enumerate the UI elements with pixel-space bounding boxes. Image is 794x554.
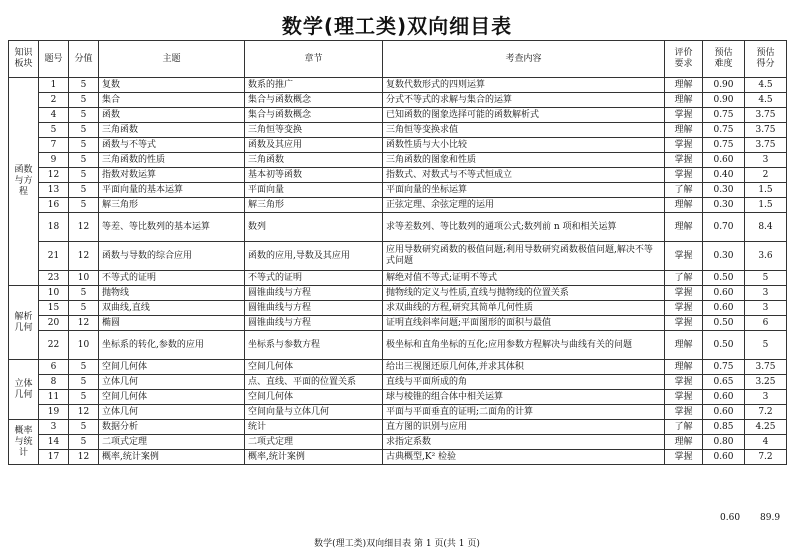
requirement: 掌握	[665, 450, 703, 465]
chapter: 空间几何体	[245, 390, 383, 405]
chapter: 集合与函数概念	[245, 108, 383, 123]
expected-score: 3	[745, 153, 787, 168]
requirement: 掌握	[665, 390, 703, 405]
expected-score: 3	[745, 390, 787, 405]
table-row	[9, 331, 787, 360]
question-number: 9	[39, 153, 69, 168]
table-row	[9, 420, 787, 435]
expected-score: 3.25	[745, 375, 787, 390]
chapter: 函数的应用,导数及其应用	[245, 242, 383, 271]
question-score: 5	[69, 93, 99, 108]
chapter: 坐标系与参数方程	[245, 331, 383, 360]
chapter: 基本初等函数	[245, 168, 383, 183]
table-row	[9, 271, 787, 286]
chapter: 集合与函数概念	[245, 93, 383, 108]
question-score: 5	[69, 153, 99, 168]
spec-table	[8, 40, 787, 465]
question-score: 5	[69, 108, 99, 123]
question-score: 5	[69, 78, 99, 93]
question-score: 5	[69, 183, 99, 198]
difficulty: 0.60	[703, 405, 745, 420]
chapter: 二项式定理	[245, 435, 383, 450]
section-name: 概率 与统 计	[9, 420, 39, 465]
chapter: 数列	[245, 213, 383, 242]
expected-score: 7.2	[745, 405, 787, 420]
page-title: 数学(理工类)双向细目表	[281, 14, 513, 38]
table-row	[9, 213, 787, 242]
table-row	[9, 138, 787, 153]
requirement: 掌握	[665, 138, 703, 153]
difficulty: 0.50	[703, 331, 745, 360]
question-score: 12	[69, 316, 99, 331]
question-score: 5	[69, 420, 99, 435]
content: 应用导数研究函数的极值问题;利用导数研究函数极值问题,解决不等式问题	[383, 242, 665, 271]
requirement: 掌握	[665, 108, 703, 123]
expected-score: 8.4	[745, 213, 787, 242]
topic: 数据分析	[99, 420, 245, 435]
difficulty: 0.50	[703, 271, 745, 286]
question-number: 1	[39, 78, 69, 93]
question-number: 18	[39, 213, 69, 242]
table-row	[9, 286, 787, 301]
content: 分式不等式的求解与集合的运算	[383, 93, 665, 108]
chapter: 圆锥曲线与方程	[245, 316, 383, 331]
requirement: 了解	[665, 420, 703, 435]
content: 三角函数的图象和性质	[383, 153, 665, 168]
header-score: 分值	[69, 41, 99, 78]
table-row	[9, 435, 787, 450]
topic: 立体几何	[99, 375, 245, 390]
content: 给出三视图还原几何体,并求其体积	[383, 360, 665, 375]
topic: 解三角形	[99, 198, 245, 213]
table-row	[9, 316, 787, 331]
difficulty: 0.30	[703, 198, 745, 213]
requirement: 理解	[665, 78, 703, 93]
chapter: 空间几何体	[245, 360, 383, 375]
difficulty: 0.60	[703, 301, 745, 316]
topic: 二项式定理	[99, 435, 245, 450]
question-score: 5	[69, 435, 99, 450]
table-row	[9, 360, 787, 375]
question-score: 12	[69, 213, 99, 242]
question-number: 10	[39, 286, 69, 301]
difficulty: 0.60	[703, 153, 745, 168]
expected-score: 3.75	[745, 123, 787, 138]
table-row	[9, 153, 787, 168]
requirement: 理解	[665, 123, 703, 138]
content: 解绝对值不等式;证明不等式	[383, 271, 665, 286]
content: 已知函数的图象选择可能的函数解析式	[383, 108, 665, 123]
content: 求指定系数	[383, 435, 665, 450]
requirement: 掌握	[665, 153, 703, 168]
question-number: 3	[39, 420, 69, 435]
content: 极坐标和直角坐标的互化;应用参数方程解决与曲线有关的问题	[383, 331, 665, 360]
chapter: 三角恒等变换	[245, 123, 383, 138]
requirement: 理解	[665, 198, 703, 213]
question-number: 6	[39, 360, 69, 375]
question-number: 17	[39, 450, 69, 465]
header-topic: 主题	[99, 41, 245, 78]
expected-score: 4.25	[745, 420, 787, 435]
expected-score: 3.75	[745, 360, 787, 375]
question-number: 4	[39, 108, 69, 123]
question-score: 5	[69, 168, 99, 183]
question-number: 14	[39, 435, 69, 450]
topic: 抛物线	[99, 286, 245, 301]
topic: 空间几何体	[99, 390, 245, 405]
question-number: 20	[39, 316, 69, 331]
expected-score: 1.5	[745, 183, 787, 198]
content: 直方图的识别与应用	[383, 420, 665, 435]
requirement: 掌握	[665, 301, 703, 316]
requirement: 掌握	[665, 405, 703, 420]
expected-score: 4.5	[745, 93, 787, 108]
question-score: 5	[69, 198, 99, 213]
chapter: 点、直线、平面的位置关系	[245, 375, 383, 390]
difficulty: 0.75	[703, 123, 745, 138]
expected-score: 5	[745, 331, 787, 360]
question-number: 11	[39, 390, 69, 405]
table-row	[9, 390, 787, 405]
content: 函数性质与大小比较	[383, 138, 665, 153]
expected-score: 3.75	[745, 108, 787, 123]
question-score: 5	[69, 123, 99, 138]
total-difficulty: 0.60	[720, 513, 741, 523]
difficulty: 0.60	[703, 286, 745, 301]
question-number: 19	[39, 405, 69, 420]
requirement: 掌握	[665, 316, 703, 331]
chapter: 解三角形	[245, 198, 383, 213]
topic: 三角函数的性质	[99, 153, 245, 168]
topic: 集合	[99, 93, 245, 108]
table-row	[9, 183, 787, 198]
difficulty: 0.80	[703, 435, 745, 450]
header-chapter: 章节	[245, 41, 383, 78]
requirement: 理解	[665, 435, 703, 450]
chapter: 函数及其应用	[245, 138, 383, 153]
content: 抛物线的定义与性质,直线与抛物线的位置关系	[383, 286, 665, 301]
table-row	[9, 108, 787, 123]
table-row	[9, 198, 787, 213]
requirement: 了解	[665, 183, 703, 198]
question-score: 5	[69, 390, 99, 405]
content: 三角恒等变换求值	[383, 123, 665, 138]
chapter: 概率,统计案例	[245, 450, 383, 465]
chapter: 统计	[245, 420, 383, 435]
topic: 坐标系的转化,参数的应用	[99, 331, 245, 360]
question-number: 23	[39, 271, 69, 286]
content: 平面向量的坐标运算	[383, 183, 665, 198]
content: 指数式、对数式与不等式恒成立	[383, 168, 665, 183]
question-score: 5	[69, 138, 99, 153]
difficulty: 0.40	[703, 168, 745, 183]
content: 复数代数形式的四则运算	[383, 78, 665, 93]
section-name: 解析 几何	[9, 286, 39, 360]
table-row	[9, 93, 787, 108]
requirement: 理解	[665, 331, 703, 360]
chapter: 三角函数	[245, 153, 383, 168]
header-content: 考查内容	[383, 41, 665, 78]
question-score: 12	[69, 405, 99, 420]
table-row	[9, 168, 787, 183]
content: 证明直线斜率问题;平面图形的面积与最值	[383, 316, 665, 331]
table-row	[9, 450, 787, 465]
content: 直线与平面所成的角	[383, 375, 665, 390]
question-score: 5	[69, 360, 99, 375]
question-number: 15	[39, 301, 69, 316]
question-number: 13	[39, 183, 69, 198]
question-score: 5	[69, 375, 99, 390]
topic: 函数与导数的综合应用	[99, 242, 245, 271]
topic: 函数	[99, 108, 245, 123]
question-number: 7	[39, 138, 69, 153]
question-score: 12	[69, 242, 99, 271]
requirement: 理解	[665, 93, 703, 108]
chapter: 不等式的证明	[245, 271, 383, 286]
chapter: 数系的推广	[245, 78, 383, 93]
requirement: 掌握	[665, 168, 703, 183]
question-number: 12	[39, 168, 69, 183]
table-row	[9, 375, 787, 390]
question-number: 16	[39, 198, 69, 213]
table-row	[9, 301, 787, 316]
chapter: 圆锥曲线与方程	[245, 286, 383, 301]
expected-score: 3	[745, 286, 787, 301]
content: 正弦定理、余弦定理的运用	[383, 198, 665, 213]
header-req: 评价 要求	[665, 41, 703, 78]
expected-score: 3	[745, 301, 787, 316]
topic: 函数与不等式	[99, 138, 245, 153]
content: 求等差数列、等比数列的通项公式;数列前 n 项和相关运算	[383, 213, 665, 242]
chapter: 平面向量	[245, 183, 383, 198]
topic: 指数对数运算	[99, 168, 245, 183]
content: 平面与平面垂直的证明;二面角的计算	[383, 405, 665, 420]
question-score: 12	[69, 450, 99, 465]
difficulty: 0.60	[703, 390, 745, 405]
difficulty: 0.75	[703, 360, 745, 375]
topic: 椭圆	[99, 316, 245, 331]
difficulty: 0.70	[703, 213, 745, 242]
requirement: 掌握	[665, 242, 703, 271]
requirement: 了解	[665, 271, 703, 286]
page-footer: 数学(理工类)双向细目表 第 1 页(共 1 页)	[314, 539, 480, 549]
topic: 空间几何体	[99, 360, 245, 375]
difficulty: 0.30	[703, 183, 745, 198]
table-row	[9, 123, 787, 138]
expected-score: 3.6	[745, 242, 787, 271]
chapter: 空间向量与立体几何	[245, 405, 383, 420]
difficulty: 0.30	[703, 242, 745, 271]
expected-score: 4.5	[745, 78, 787, 93]
total-expected-score: 89.9	[760, 513, 781, 523]
question-score: 10	[69, 271, 99, 286]
difficulty: 0.50	[703, 316, 745, 331]
topic: 复数	[99, 78, 245, 93]
expected-score: 1.5	[745, 198, 787, 213]
difficulty: 0.85	[703, 420, 745, 435]
expected-score: 7.2	[745, 450, 787, 465]
difficulty: 0.75	[703, 138, 745, 153]
topic: 平面向量的基本运算	[99, 183, 245, 198]
section-name: 函数 与方程	[9, 78, 39, 286]
topic: 等差、等比数列的基本运算	[99, 213, 245, 242]
difficulty: 0.75	[703, 108, 745, 123]
requirement: 理解	[665, 360, 703, 375]
table-row	[9, 405, 787, 420]
difficulty: 0.90	[703, 78, 745, 93]
difficulty: 0.90	[703, 93, 745, 108]
table-row	[9, 78, 787, 93]
header-exp: 预估 得分	[745, 41, 787, 78]
topic: 不等式的证明	[99, 271, 245, 286]
section-name: 立体 几何	[9, 360, 39, 420]
header-diff: 预估 难度	[703, 41, 745, 78]
question-number: 5	[39, 123, 69, 138]
header-row	[9, 41, 787, 78]
table-row	[9, 242, 787, 271]
requirement: 理解	[665, 213, 703, 242]
question-score: 5	[69, 286, 99, 301]
topic: 立体几何	[99, 405, 245, 420]
content: 求双曲线的方程,研究其简单几何性质	[383, 301, 665, 316]
topic: 概率,统计案例	[99, 450, 245, 465]
question-number: 2	[39, 93, 69, 108]
question-score: 10	[69, 331, 99, 360]
content: 古典概型,K² 检验	[383, 450, 665, 465]
question-number: 8	[39, 375, 69, 390]
header-num: 题号	[39, 41, 69, 78]
header-block: 知识 板块	[9, 41, 39, 78]
expected-score: 4	[745, 435, 787, 450]
question-number: 21	[39, 242, 69, 271]
difficulty: 0.60	[703, 450, 745, 465]
requirement: 掌握	[665, 375, 703, 390]
expected-score: 5	[745, 271, 787, 286]
content: 球与棱锥的组合体中相关运算	[383, 390, 665, 405]
topic: 双曲线,直线	[99, 301, 245, 316]
expected-score: 2	[745, 168, 787, 183]
requirement: 掌握	[665, 286, 703, 301]
difficulty: 0.65	[703, 375, 745, 390]
topic: 三角函数	[99, 123, 245, 138]
question-number: 22	[39, 331, 69, 360]
expected-score: 6	[745, 316, 787, 331]
question-score: 5	[69, 301, 99, 316]
expected-score: 3.75	[745, 138, 787, 153]
chapter: 圆锥曲线与方程	[245, 301, 383, 316]
